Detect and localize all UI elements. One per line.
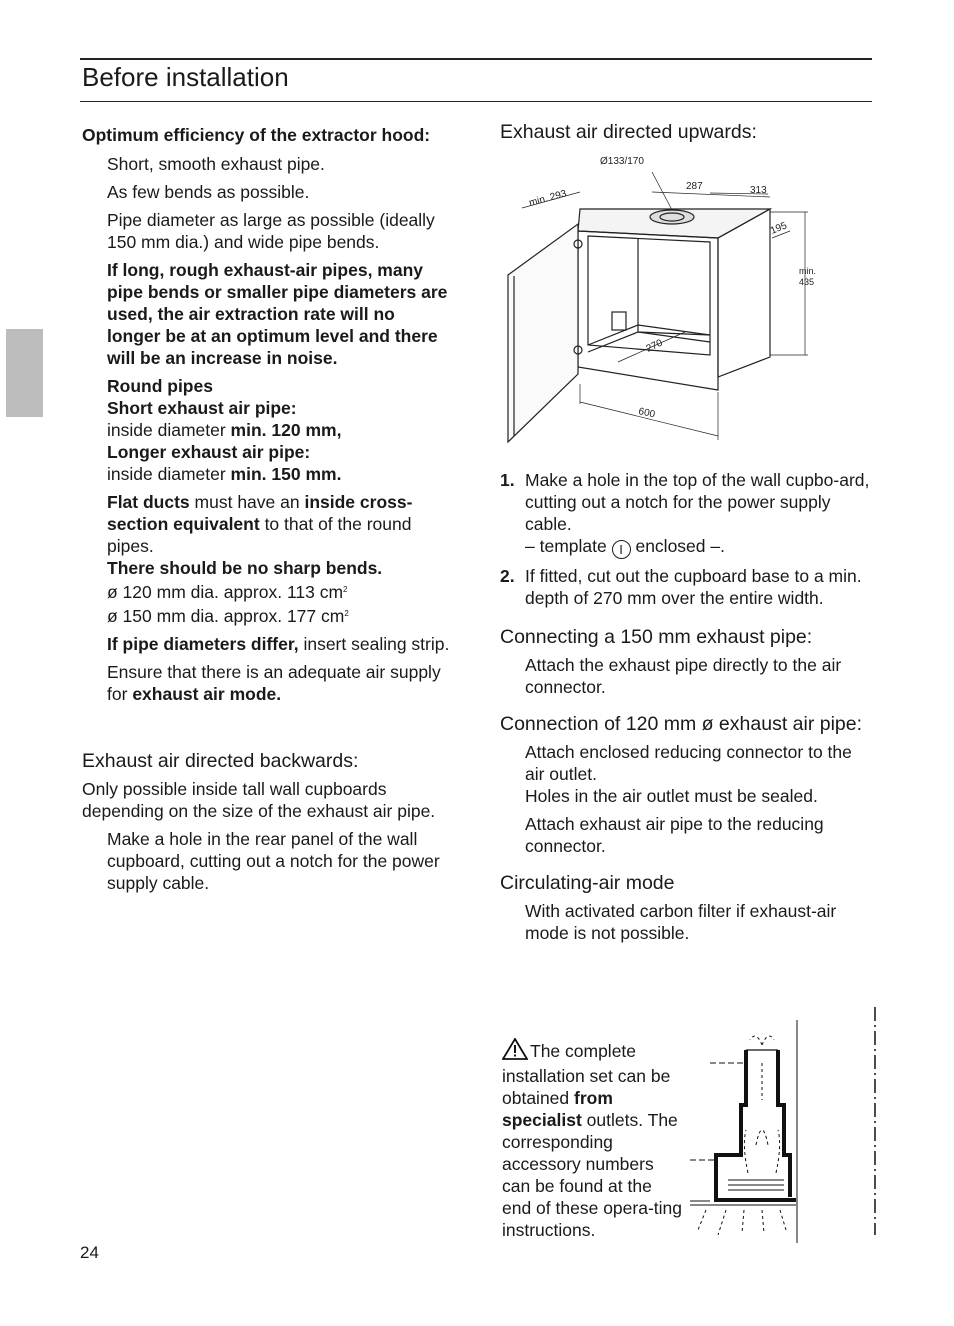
- step-2-text: If fitted, cut out the cupboard base to a min. depth of 270 mm over the entire width.: [525, 566, 862, 608]
- round-pipes-block: [82, 375, 452, 485]
- backwards-heading: Exhaust air directed backwards:: [82, 750, 359, 772]
- conn150-heading: Connecting a 150 mm exhaust pipe:: [500, 626, 813, 648]
- flat-ducts-block: [82, 491, 452, 627]
- longer-pipe-spec: inside diameter min. 150 mm.: [107, 464, 342, 484]
- conn150-text: Attach the exhaust pipe directly to the air connector.: [525, 655, 842, 697]
- language-tab-marker: [6, 329, 43, 417]
- step-1: 1. Make a hole in the top of the wall cupbo-ard, cutting out a notch for the power supply cable. – template I enclosed –.: [500, 469, 875, 559]
- header-rule-top: [80, 58, 872, 60]
- ensure-air-supply-text: Ensure that there is an adequate air supply for exhaust air mode.: [107, 662, 441, 704]
- conn120-text1: Attach enclosed reducing connector to the air outlet.: [525, 742, 852, 784]
- conn120-text3: Attach exhaust air pipe to the reducing connector.: [525, 814, 824, 856]
- page-number: 24: [80, 1243, 99, 1262]
- dia-150-spec: ø 150 mm dia. approx. 177 $cm^2$: [107, 606, 349, 626]
- label-diameter: Ø133/170: [600, 156, 644, 167]
- step-1-template: – template I enclosed –.: [525, 536, 725, 557]
- label-435: 435: [799, 277, 815, 287]
- bullet-short-pipe: Short, smooth exhaust pipe.: [107, 154, 325, 174]
- backwards-text: Only possible inside tall wall cupboards depending on the size of the exhaust air pipe.: [82, 779, 436, 821]
- steps-list: [500, 469, 875, 609]
- warning-text: If long, rough exhaust-air pipes, many pipe bends or smaller pipe diameters are used, the air extraction rate will no longer be at an optimum level and there will be an increase in noise.: [107, 260, 448, 368]
- label-313: 313: [750, 185, 767, 196]
- round-pipes-label: Round pipes: [107, 376, 213, 396]
- no-sharp-bends: There should be no sharp bends.: [107, 558, 383, 578]
- installation-set-note: [502, 1038, 682, 1241]
- label-600: 600: [637, 406, 656, 421]
- conn120-text2: Holes in the air outlet must be sealed.: [525, 786, 818, 806]
- label-195: 195: [769, 220, 789, 237]
- cupboard-diagram: [500, 152, 830, 452]
- circulating-air-diagram: [686, 1005, 886, 1250]
- page-title: Before installation: [82, 62, 289, 92]
- label-min293: min. 293: [527, 188, 568, 209]
- step-2: 2. If fitted, cut out the cupboard base to a min. depth of 270 mm over the entire width.: [500, 565, 875, 609]
- label-287: 287: [686, 181, 703, 192]
- warning-triangle-icon: [502, 1038, 528, 1065]
- dia-120-spec: ø 120 mm dia. approx. 113 $cm^2$: [107, 582, 348, 602]
- flat-ducts-text: Flat ducts must have an inside cross-section equivalent to that of the round pipes.: [107, 492, 413, 556]
- conn120-heading: Connection of 120 mm ø exhaust air pipe:: [500, 713, 863, 735]
- bullet-pipe-diameter: Pipe diameter as large as possible (ideally 150 mm dia.) and wide pipe bends.: [107, 210, 435, 252]
- circulating-text: With activated carbon filter if exhaust-air mode is not possible.: [525, 901, 837, 943]
- template-i-icon: I: [612, 540, 631, 559]
- step-1-text: Make a hole in the top of the wall cupbo-ard, cutting out a notch for the power supply cable.: [525, 470, 870, 534]
- short-pipe-spec: inside diameter min. 120 mm,: [107, 420, 342, 440]
- bullet-few-bends: As few bends as possible.: [107, 182, 310, 202]
- backwards-bullet: Make a hole in the rear panel of the wall cupboard, cutting out a notch for the power supply cable.: [107, 829, 440, 893]
- left-column: [82, 124, 452, 894]
- circulating-heading: Circulating-air mode: [500, 872, 675, 894]
- label-270: 270: [644, 337, 665, 355]
- diameters-differ-text: If pipe diameters differ, insert sealing strip.: [107, 634, 450, 654]
- note-text: The complete installation set can be obtained from specialist outlets. The corresponding accessory numbers can be found at the end of these opera-ting instructions.: [502, 1038, 682, 1241]
- optimum-heading: Optimum efficiency of the extractor hood:: [82, 125, 431, 145]
- longer-pipe-label: Longer exhaust air pipe:: [107, 442, 311, 462]
- upwards-heading: Exhaust air directed upwards:: [500, 121, 757, 143]
- short-pipe-label: Short exhaust air pipe:: [107, 398, 297, 418]
- header-rule-bottom: [80, 101, 872, 102]
- label-min: min.: [799, 266, 817, 276]
